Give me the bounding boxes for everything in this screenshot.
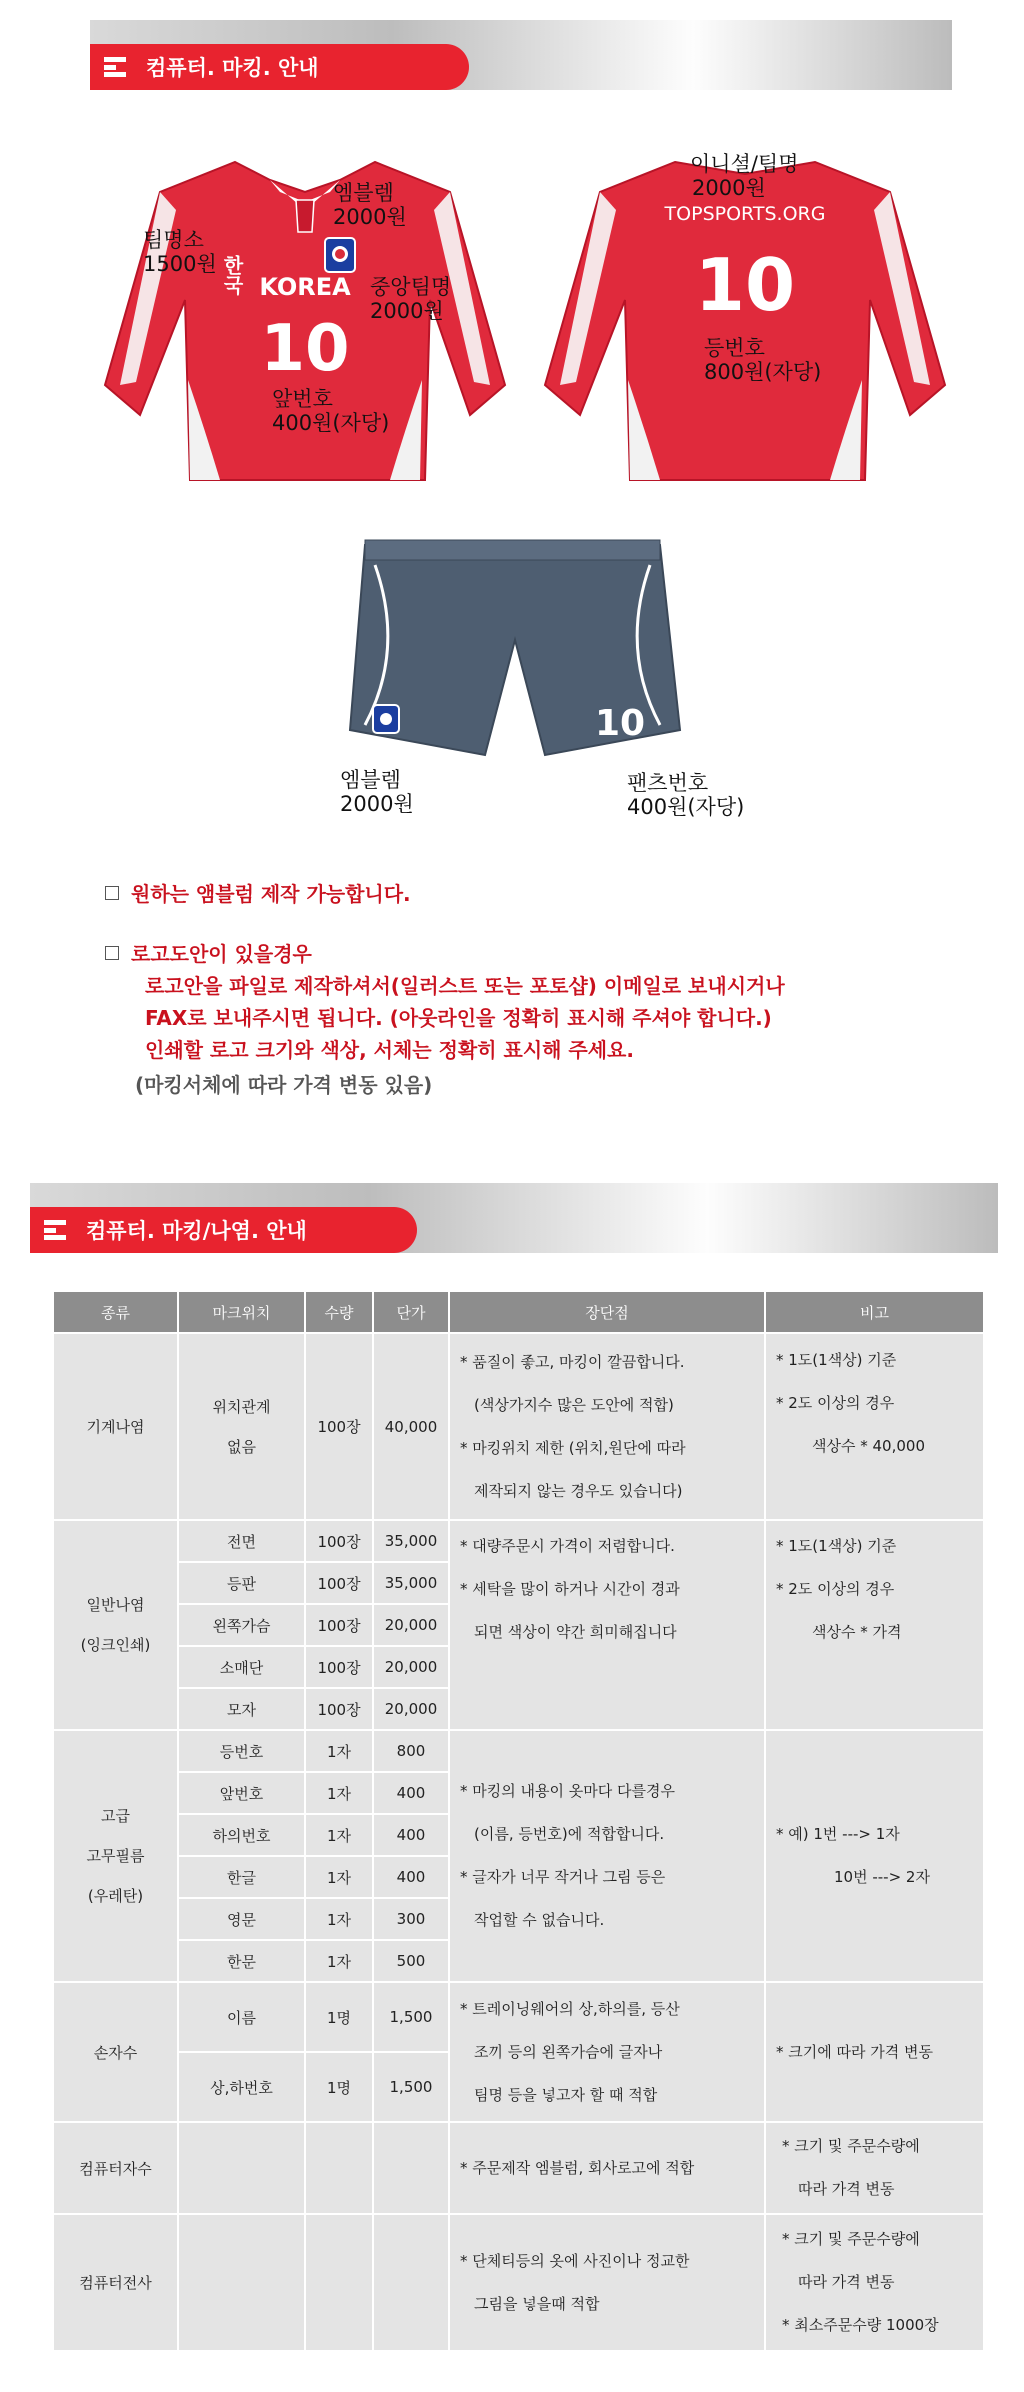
position-cell: 한글: [179, 1857, 304, 1897]
price-cell: 400: [374, 1857, 448, 1897]
category-cell: 기계나염: [54, 1334, 177, 1519]
note-line-1: 원하는 앰블럼 제작 가능합니다.: [105, 878, 411, 907]
jersey-vertical-text: 한국: [220, 255, 244, 295]
remarks-cell: * 크기 및 주문수량에 따라 가격 변동: [766, 2123, 983, 2213]
qty-cell: 1자: [306, 1899, 372, 1939]
label-team-name: 팀명소 1500원: [143, 228, 217, 276]
header-position: 마크위치: [179, 1292, 304, 1332]
remarks-cell: * 예) 1번 ---> 1자 10번 ---> 2자: [766, 1731, 983, 1981]
price-cell: 35,000: [374, 1563, 448, 1603]
label-front-number: 앞번호 400원(자당): [272, 387, 390, 435]
category-cell: 컴퓨터자수: [54, 2123, 177, 2213]
jersey-front-number: 10: [260, 312, 350, 386]
qty-cell: [306, 2123, 372, 2213]
qty-cell: 100장: [306, 1647, 372, 1687]
price-cell: 35,000: [374, 1521, 448, 1561]
price-cell: 1,500: [374, 2053, 448, 2121]
qty-cell: 100장: [306, 1689, 372, 1729]
header-qty: 수량: [306, 1292, 372, 1332]
position-cell: 모자: [179, 1689, 304, 1729]
label-pants-number: 팬츠번호 400원(자당): [627, 771, 745, 819]
category-cell: 손자수: [54, 1983, 177, 2121]
note-line-3: 로고안을 파일로 제작하셔서(일러스트 또는 포토샵) 이메일로 보내시거나: [145, 974, 785, 998]
header-remarks: 비고: [766, 1292, 983, 1332]
remarks-cell: * 크기 및 주문수량에 따라 가격 변동 * 최소주문수량 1000장: [766, 2215, 983, 2350]
position-cell: 하의번호: [179, 1815, 304, 1855]
pros-cons-cell: * 주문제작 엠블럼, 회사로고에 적합: [450, 2123, 764, 2213]
price-cell: 20,000: [374, 1689, 448, 1729]
price-cell: 1,500: [374, 1983, 448, 2051]
table-header-row: [54, 1292, 983, 1332]
qty-cell: 1자: [306, 1773, 372, 1813]
jersey-front-text: KOREA: [259, 273, 351, 301]
position-cell: 위치관계 없음: [179, 1334, 304, 1519]
jersey-back-number: 10: [694, 243, 796, 327]
price-table: [52, 1290, 985, 2352]
remarks-cell: * 1도(1색상) 기준 * 2도 이상의 경우 색상수 * 가격: [766, 1521, 983, 1729]
header-pros-cons: 장단점: [450, 1292, 764, 1332]
category-cell: 컴퓨터전사: [54, 2215, 177, 2350]
label-back-number: 등번호 800원(자당): [704, 336, 822, 384]
category-cell: 일반나염 (잉크인쇄): [54, 1521, 177, 1729]
label-emblem-front: 엠블렘 2000원: [333, 181, 407, 229]
section-banner-printing: [30, 1183, 998, 1253]
section2-title: 컴퓨터. 마킹/나염. 안내: [86, 1219, 307, 1243]
position-cell: [179, 2215, 304, 2350]
pros-cons-cell: * 품질이 좋고, 마킹이 깔끔합니다. (색상가지수 많은 도안에 적합) * 마킹위치 제한 (위치,원단에 따라 제작되지 않는 경우도 있습니다): [450, 1334, 764, 1519]
checkbox-square-icon: [105, 886, 119, 900]
banner-list-icon: [104, 57, 126, 77]
header-price: 단가: [374, 1292, 448, 1332]
price-cell: 400: [374, 1815, 448, 1855]
table-row: [54, 1983, 983, 2051]
qty-cell: 1자: [306, 1731, 372, 1771]
qty-cell: 1명: [306, 2053, 372, 2121]
position-cell: 소매단: [179, 1647, 304, 1687]
price-cell: 400: [374, 1773, 448, 1813]
label-shorts-emblem: 엠블렘 2000원: [340, 768, 414, 816]
price-cell: 500: [374, 1941, 448, 1981]
pros-cons-cell: * 마킹의 내용이 옷마다 다를경우 (이름, 등번호)에 적합합니다. * 글자가 너무 작거나 그림 등은 작업할 수 없습니다.: [450, 1731, 764, 1981]
jersey-back-website: TOPSPORTS.ORG: [664, 203, 826, 225]
pros-cons-cell: * 트레이닝웨어의 상,하의를, 등산 조끼 등의 왼쪽가슴에 글자나 팀명 등을 넣고자 할 때 적합: [450, 1983, 764, 2121]
table-row: [54, 2123, 983, 2213]
position-cell: 영문: [179, 1899, 304, 1939]
price-cell: 800: [374, 1731, 448, 1771]
note-line-4: FAX로 보내주시면 됩니다. (아웃라인을 정확히 표시해 주셔야 합니다.): [145, 1006, 772, 1030]
section-banner-marking: [90, 20, 952, 90]
banner-list-icon: [44, 1220, 66, 1240]
price-cell: 300: [374, 1899, 448, 1939]
qty-cell: 1자: [306, 1815, 372, 1855]
jersey-back-image: [540, 150, 950, 490]
table-row: [54, 1521, 983, 1561]
remarks-cell: * 1도(1색상) 기준 * 2도 이상의 경우 색상수 * 40,000: [766, 1334, 983, 1519]
banner-title-pill: [90, 44, 469, 90]
pros-cons-cell: * 단체티등의 옷에 사진이나 정교한 그림을 넣을때 적합: [450, 2215, 764, 2350]
position-cell: 상,하번호: [179, 2053, 304, 2121]
shorts-number: 10: [594, 703, 646, 744]
price-cell: [374, 2215, 448, 2350]
label-center-team: 중앙팀명 2000원: [370, 275, 452, 323]
checkbox-square-icon: [105, 946, 119, 960]
qty-cell: 100장: [306, 1605, 372, 1645]
pros-cons-cell: * 대량주문시 가격이 저렴합니다. * 세탁을 많이 하거나 시간이 경과 되면 색상이 약간 희미해집니다: [450, 1521, 764, 1729]
position-cell: 한문: [179, 1941, 304, 1981]
note-line-5: 인쇄할 로고 크기와 색상, 서체는 정확히 표시해 주세요.: [145, 1038, 634, 1062]
position-cell: 이름: [179, 1983, 304, 2051]
position-cell: 등번호: [179, 1731, 304, 1771]
qty-cell: 100장: [306, 1563, 372, 1603]
price-cell: 20,000: [374, 1605, 448, 1645]
qty-cell: 1자: [306, 1857, 372, 1897]
price-cell: 20,000: [374, 1647, 448, 1687]
position-cell: 전면: [179, 1521, 304, 1561]
position-cell: 앞번호: [179, 1773, 304, 1813]
table-row: [54, 1334, 983, 1519]
note-line-6: (마킹서체에 따라 가격 변동 있음): [135, 1073, 433, 1097]
category-cell: 고급 고무필름 (우레탄): [54, 1731, 177, 1981]
qty-cell: [306, 2215, 372, 2350]
shorts-image: [345, 530, 685, 800]
price-cell: 40,000: [374, 1334, 448, 1519]
qty-cell: 1명: [306, 1983, 372, 2051]
section1-title: 컴퓨터. 마킹. 안내: [146, 56, 319, 80]
note-line-2: 로고도안이 있을경우: [105, 938, 312, 967]
qty-cell: 1자: [306, 1941, 372, 1981]
table-row: [54, 1731, 983, 1771]
header-type: 종류: [54, 1292, 177, 1332]
position-cell: [179, 2123, 304, 2213]
price-cell: [374, 2123, 448, 2213]
qty-cell: 100장: [306, 1521, 372, 1561]
remarks-cell: * 크기에 따라 가격 변동: [766, 1983, 983, 2121]
qty-cell: 100장: [306, 1334, 372, 1519]
position-cell: 등판: [179, 1563, 304, 1603]
banner-title-pill: [30, 1207, 417, 1253]
table-row: [54, 2215, 983, 2350]
label-initial-team: 이니셜/팀명 2000원: [690, 152, 799, 200]
position-cell: 왼쪽가슴: [179, 1605, 304, 1645]
